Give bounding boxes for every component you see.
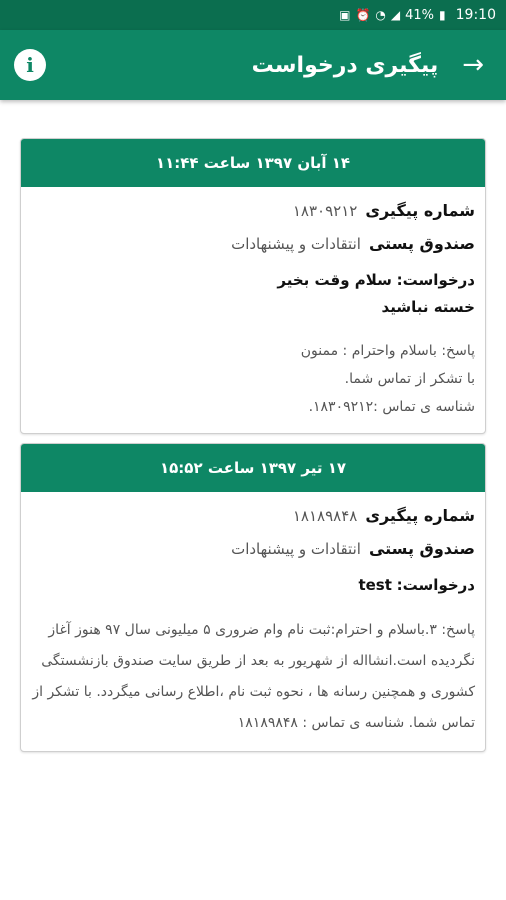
request-text: سلام وقت بخیر خسته نباشید	[277, 271, 475, 316]
tracking-row	[31, 201, 475, 220]
request-label: درخواست:	[396, 271, 475, 289]
status-bar	[0, 0, 506, 30]
request-card[interactable]	[20, 138, 486, 434]
card-date-header: ۱۷ تیر ۱۳۹۷ ساعت ۱۵:۵۲	[21, 444, 485, 492]
info-icon[interactable]: i	[14, 49, 46, 81]
tracking-number: ۱۸۳۰۹۲۱۲	[292, 202, 358, 220]
mailbox-value: انتقادات و پیشنهادات	[231, 540, 361, 558]
mailbox-label: صندوق پستی	[368, 234, 475, 253]
tracking-row	[31, 506, 475, 525]
card-body	[21, 187, 485, 433]
wifi-icon: ◔	[375, 8, 386, 22]
page-title: پیگیری درخواست	[251, 52, 439, 78]
mailbox-label: صندوق پستی	[368, 539, 475, 558]
alarm-icon: ⏰	[355, 8, 371, 22]
status-icons	[339, 8, 446, 23]
card-date-header: ۱۴ آبان ۱۳۹۷ ساعت ۱۱:۴۴	[21, 139, 485, 187]
request-block	[31, 267, 475, 321]
battery-icon: ▮	[439, 8, 446, 22]
app-bar	[0, 30, 506, 100]
response-text: پاسخ: ۳.باسلام و احترام:ثبت نام وام ضروری ۵ میلیونی سال ۹۷ هنوز آغاز نگردیده است.انشااله از شهریور به بعد از طریق سایت صندوق بازنشستگی کشوری و همچنین رسانه ها ، نحوه ثبت نام ،اطلاع رسانی میگردد. با تشکر از تماس شما. شناسه ی تماس : ۱۸۱۸۹۸۴۸	[32, 622, 475, 731]
request-block	[31, 572, 475, 599]
mailbox-row	[31, 539, 475, 558]
tracking-label: شماره پیگیری	[365, 506, 475, 525]
tracking-number: ۱۸۱۸۹۸۴۸	[292, 507, 358, 525]
battery-level: 41%	[405, 7, 435, 23]
request-label: درخواست:	[396, 576, 475, 594]
response-text: پاسخ: باسلام واحترام : ممنون با تشکر از تماس شما. شناسه ی تماس :۱۸۳۰۹۲۱۲.	[300, 343, 475, 415]
back-arrow-icon[interactable]: →	[462, 50, 484, 80]
clock: 19:10	[455, 7, 496, 23]
tracking-label: شماره پیگیری	[365, 201, 475, 220]
request-card[interactable]	[20, 443, 486, 752]
card-body	[21, 492, 485, 751]
signal-icon: ◢	[390, 8, 401, 22]
mailbox-value: انتقادات و پیشنهادات	[231, 235, 361, 253]
photo-icon: ▣	[339, 8, 351, 22]
mailbox-row	[31, 234, 475, 253]
request-text: test	[358, 576, 392, 594]
request-list	[0, 100, 506, 752]
title-area	[252, 52, 484, 78]
